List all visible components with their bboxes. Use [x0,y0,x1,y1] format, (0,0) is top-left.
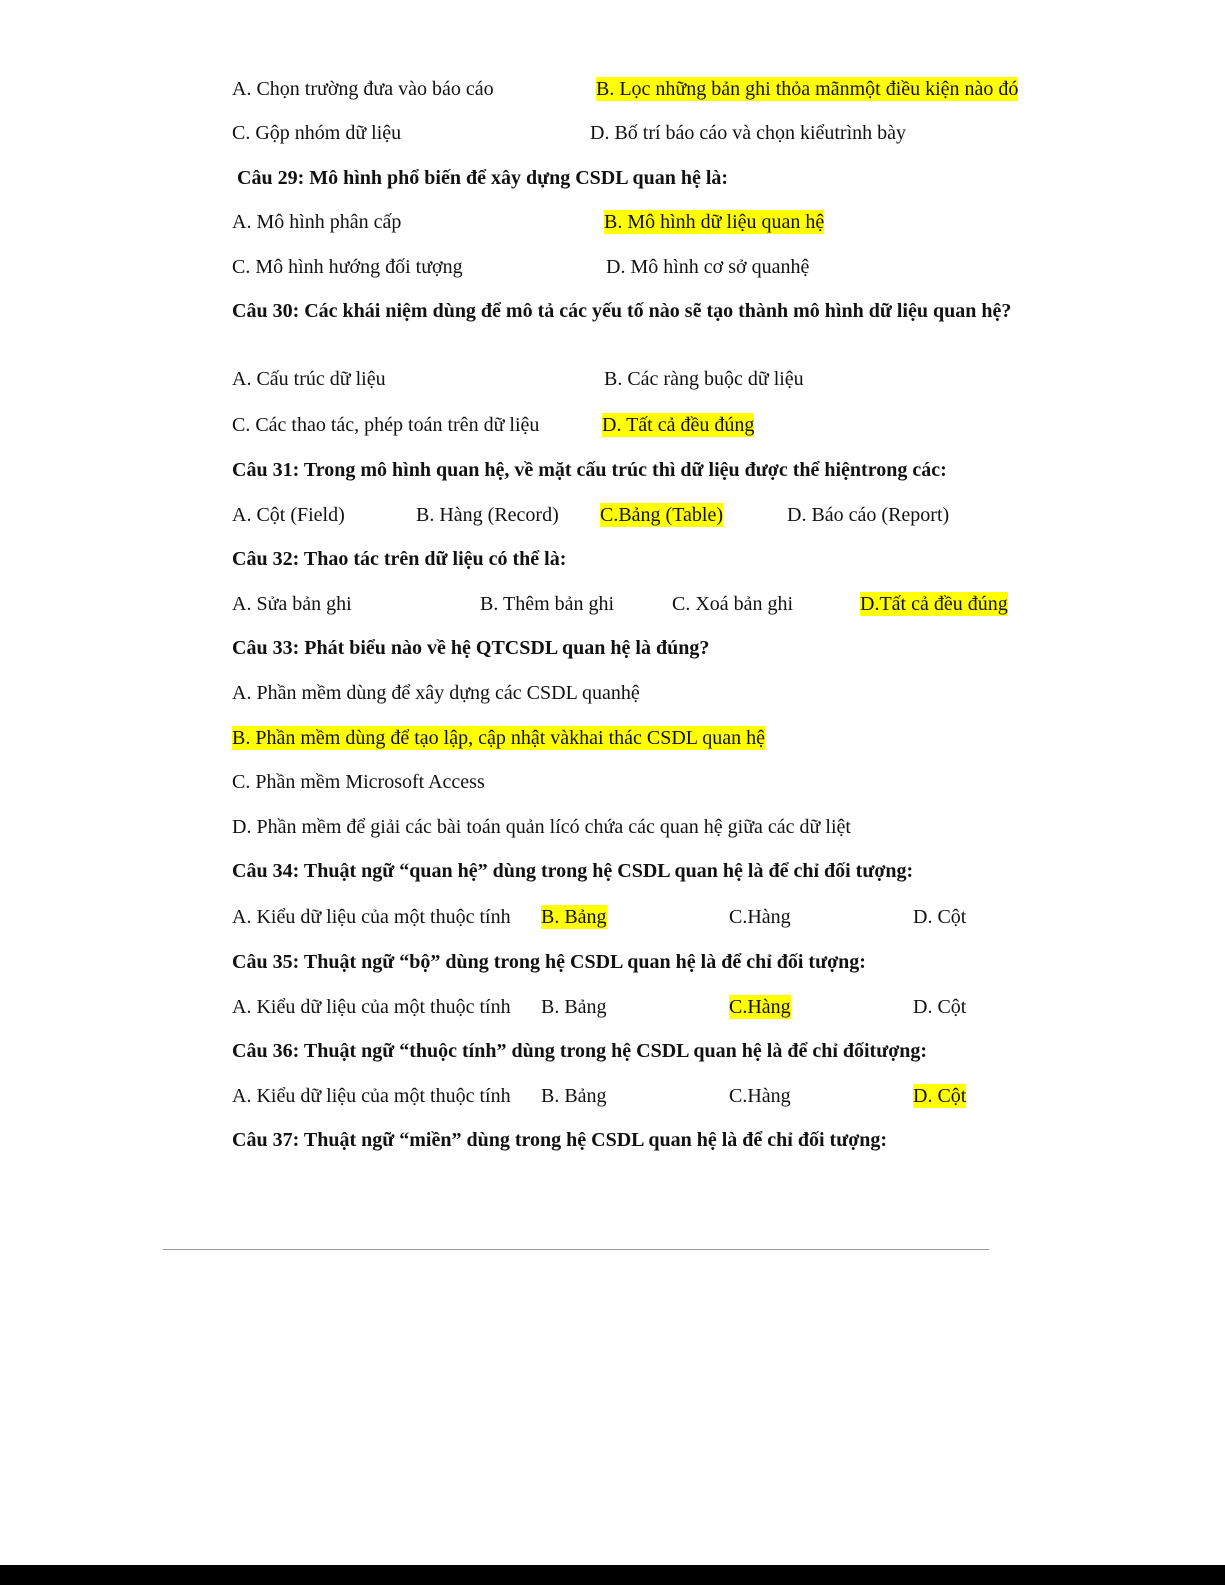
q28-option-d: D. Bố trí báo cáo và chọn kiểutrình bày [590,122,907,144]
q30-option-d-answer: D. Tất cả đều đúng [602,414,755,436]
q33-option-a: A. Phần mềm dùng để xây dựng các CSDL quanhệ [232,682,640,704]
q36-option-a: A. Kiểu dữ liệu của một thuộc tính [232,1085,511,1107]
q32-option-a: A. Sửa bản ghi [232,593,352,615]
q32-option-d-answer: D.Tất cả đều đúng [860,593,1008,615]
q28-option-c: C. Gộp nhóm dữ liệu [232,122,402,144]
q33-title: Câu 33: Phát biểu nào về hệ QTCSDL quan hệ là đúng? [232,637,710,659]
q36-option-d-answer: D. Cột [913,1085,967,1107]
q30-title: Câu 30: Các khái niệm dùng để mô tả các yếu tố nào sẽ tạo thành mô hình dữ liệu quan hệ? [232,300,1012,322]
q28-option-b-answer: B. Lọc những bản ghi thỏa mãnmột điều kiện nào đó [596,78,1019,100]
q31-option-a: A. Cột (Field) [232,504,345,526]
q31-option-b: B. Hàng (Record) [416,504,559,526]
q35-option-c-answer: C.Hàng [729,996,791,1018]
q33-option-d: D. Phần mềm để giải các bài toán quản lícó chứa các quan hệ giữa các dữ liệt [232,816,851,838]
q34-option-d: D. Cột [913,906,967,928]
q35-option-a: A. Kiểu dữ liệu của một thuộc tính [232,996,511,1018]
q34-option-b-answer: B. Bảng [541,906,607,928]
q36-title: Câu 36: Thuật ngữ “thuộc tính” dùng trong hệ CSDL quan hệ là để chỉ đốitượng: [232,1040,928,1062]
q28-option-a: A. Chọn trường đưa vào báo cáo [232,78,494,100]
q29-option-c: C. Mô hình hướng đối tượng [232,256,463,278]
q31-option-c-answer: C.Bảng (Table) [600,504,724,526]
q36-option-b: B. Bảng [541,1085,607,1107]
q30-option-c: C. Các thao tác, phép toán trên dữ liệu [232,414,540,436]
q31-title: Câu 31: Trong mô hình quan hệ, về mặt cấu trúc thì dữ liệu được thể hiệntrong các: [232,459,947,481]
q35-title: Câu 35: Thuật ngữ “bộ” dùng trong hệ CSDL quan hệ là để chỉ đối tượng: [232,951,866,973]
q34-option-c: C.Hàng [729,906,791,928]
q31-option-d: D. Báo cáo (Report) [787,504,950,526]
q35-option-d: D. Cột [913,996,967,1018]
q30-option-a: A. Cấu trúc dữ liệu [232,368,386,390]
page-bottom-edge [0,1565,1225,1585]
q29-option-a: A. Mô hình phân cấp [232,211,402,233]
q32-option-b: B. Thêm bản ghi [480,593,615,615]
q32-title: Câu 32: Thao tác trên dữ liệu có thể là: [232,548,567,570]
q37-title: Câu 37: Thuật ngữ “miền” dùng trong hệ CSDL quan hệ là để chỉ đối tượng: [232,1129,888,1151]
q34-title: Câu 34: Thuật ngữ “quan hệ” dùng trong hệ CSDL quan hệ là để chỉ đối tượng: [232,860,914,882]
q36-option-c: C.Hàng [729,1085,791,1107]
q32-option-c: C. Xoá bản ghi [672,593,794,615]
page-footer-divider [163,1249,989,1250]
q33-option-c: C. Phần mềm Microsoft Access [232,771,485,793]
q29-option-d: D. Mô hình cơ sở quanhệ [606,256,810,278]
q29-title: Câu 29: Mô hình phổ biến để xây dựng CSDL quan hệ là: [237,167,729,189]
q30-option-b: B. Các ràng buộc dữ liệu [604,368,804,390]
q33-option-b-answer: B. Phần mềm dùng để tạo lập, cập nhật vàkhai thác CSDL quan hệ [232,727,766,749]
q34-option-a: A. Kiểu dữ liệu của một thuộc tính [232,906,511,928]
q29-option-b-answer: B. Mô hình dữ liệu quan hệ [604,211,825,233]
q35-option-b: B. Bảng [541,996,607,1018]
